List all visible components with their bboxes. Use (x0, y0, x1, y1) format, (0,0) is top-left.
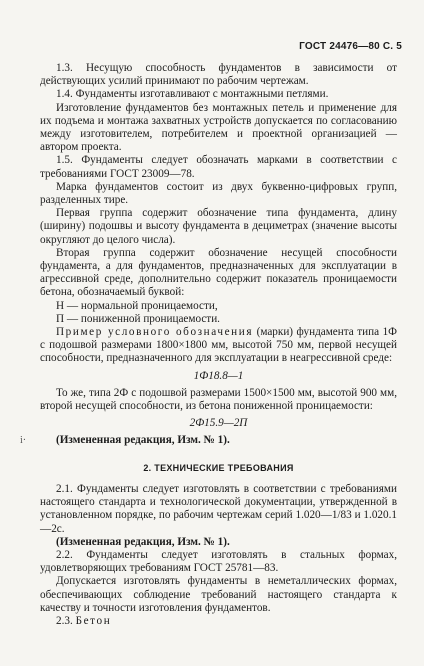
formula-2: 2Ф15.9—2П (189, 417, 248, 430)
formula-1: 1Ф18.8—1 (193, 369, 244, 382)
margin-mark: i· (20, 435, 27, 446)
legend-reduced: П — пониженной проницаемости. (56, 312, 220, 325)
paragraph-2-2: 2.2. Фундаменты следует изготовлять в стальных формах, удовлетворяющих требованиям ГОСТ 25781—83. (40, 548, 397, 575)
paragraph-2-1: 2.1. Фундаменты следует изготовлять в соответствии с требованиями настоящего стандарта и технологической документации, утвержденной в установленном порядке, по рабочим чертежам серий 1.020—1/83 и 1.020.1—2с. (40, 482, 397, 535)
document-body (40, 62, 397, 628)
paragraph-mark-structure: Марка фундаментов состоит из двух буквенно-цифровых групп, разделенных тире. (40, 180, 397, 207)
paragraph-1-4-note: Изготовление фундаментов без монтажных петель и применение для их подъема и монтажа захватных устройств допускается по согласованию между изготовителем, потребителем и проектной организацией — автором проекта. (40, 101, 397, 154)
page-header: ГОСТ 24476—80 С. 5 (299, 41, 402, 52)
paragraph-second-group: Вторая группа содержит обозначение несущей способности фундамента, а для фундаментов, предназначенных для эксплуатации в агрессивной среде, дополнительно содержит показатель проницаемости бетона, обозначаемый буквой: (40, 246, 397, 299)
paragraph-2-3 (40, 615, 397, 628)
paragraph-1-5: 1.5. Фундаменты следует обозначать марками в соответствии с требованиями ГОСТ 23009—78. (40, 154, 397, 180)
paragraph-same-type: То же, типа 2Ф с подошвой размерами 1500×1500 мм, высотой 900 мм, второй несущей способности, из бетона пониженной проницаемости: (40, 386, 397, 413)
paragraph-2-3-label: Бетон (75, 614, 112, 627)
section-title: 2. ТЕХНИЧЕСКИЕ ТРЕБОВАНИЯ (143, 462, 294, 473)
example-text: (марки) фундамента типа 1Ф с подошвой размерами 1800×1800 мм, высотой 750 мм, первой несущей способности, предназначенного для эксплуатации в неагрессивной среде: (40, 326, 397, 365)
example-paragraph (40, 326, 397, 366)
example-label: Пример условного обозначения (56, 326, 254, 339)
paragraph-1-3: 1.3. Несущую способность фундаментов в зависимости от действующих усилий принимают по рабочим чертежам. (40, 62, 397, 88)
revision-note-2: (Измененная редакция, Изм. № 1). (56, 535, 230, 548)
paragraph-2-3-number: 2.3. (56, 614, 76, 627)
legend-normal: Н — нормальной проницаемости, (56, 299, 218, 312)
paragraph-first-group: Первая группа содержит обозначение типа фундамента, длину (ширину) подошвы и высоту фундамента в дециметрах (значение высоты округляют до целого числа). (40, 207, 397, 246)
revision-note-1: (Измененная редакция, Изм. № 1). (56, 434, 230, 447)
paragraph-2-2-note: Допускается изготовлять фундаменты в неметаллических формах, обеспечивающих соблюдение требований настоящего стандарта к качеству и точности изготовления фундаментов. (40, 575, 397, 614)
paragraph-1-4: 1.4. Фундаменты изготавливают с монтажными петлями. (56, 88, 329, 101)
